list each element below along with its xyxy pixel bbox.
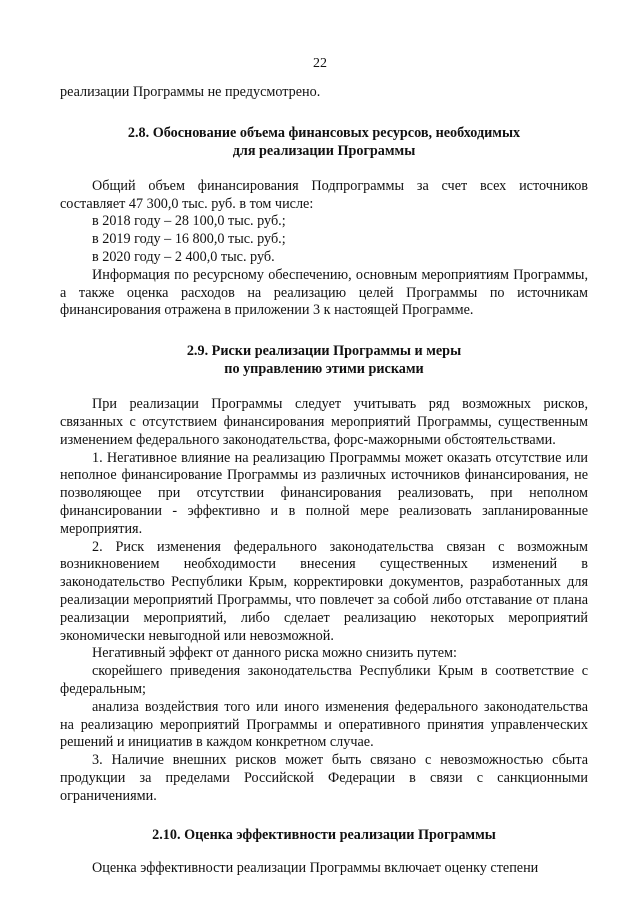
section-2-10-paragraph-1: Оценка эффективности реализации Программы включает оценку степени bbox=[92, 859, 539, 876]
section-2-10 bbox=[60, 826, 588, 878]
funding-item-2020: в 2020 году – 2 400,0 тыс. руб. bbox=[92, 248, 275, 265]
section-2-9-paragraph-3: 2. Риск изменения федерального законодательства связан с возможным возникновением необходимости внесения существенных изменений в законодательство Республики Крым, корректировки документов, разработанных для реализации мероприятий Программы, что повлечет за собой либо отставание от плана реализации мероприятий, либо сделает реализацию некоторых мероприятий экономически невыгодной или невозможной. bbox=[60, 538, 588, 644]
section-2-10-heading: 2.10. Оценка эффективности реализации Программы bbox=[152, 826, 496, 843]
section-2-8-paragraph-1: Общий объем финансирования Подпрограммы за счет всех источников составляет 47 300,0 тыс. руб. в том числе: bbox=[60, 177, 588, 212]
funding-item-2019: в 2019 году – 16 800,0 тыс. руб.; bbox=[92, 231, 286, 248]
section-2-8-paragraph-2: Информация по ресурсному обеспечению, основным мероприятиям Программы, а также оценка расходов на реализацию целей Программы по источникам финансирования отражена в приложении 3 к настоящей Программе. bbox=[60, 266, 588, 319]
section-2-9-heading bbox=[60, 342, 588, 378]
section-2-9-paragraph-4: Негативный эффект от данного риска можно снизить путем: bbox=[92, 645, 457, 662]
section-2-9 bbox=[60, 342, 588, 805]
section-2-8 bbox=[60, 124, 588, 320]
section-2-8-heading-line1: 2.8. Обоснование объема финансовых ресурсов, необходимых bbox=[127, 124, 521, 141]
section-2-9-heading-line2: по управлению этими рисками bbox=[224, 361, 424, 378]
section-2-9-paragraph-1: При реализации Программы следует учитывать ряд возможных рисков, связанных с отсутствием финансирования мероприятий Программы, существенным изменением федерального законодательства, форс-мажорными обстоятельствами. bbox=[60, 396, 588, 448]
section-2-8-heading bbox=[60, 124, 588, 160]
page-number: 22 bbox=[313, 56, 327, 71]
section-2-9-paragraph-2: 1. Негативное влияние на реализацию Программы может оказать отсутствие или неполное финансирование Программы из различных источников финансирования, не позволяющее при отсутствии финансирования реализовать, при неполном финансировании - эффективно и в полной мере реализовать запланированные мероприятия. bbox=[60, 449, 588, 537]
section-2-9-paragraph-5: скорейшего приведения законодательства Республики Крым в соответствие с федеральным; bbox=[60, 663, 588, 697]
section-2-9-heading-line1: 2.9. Риски реализации Программы и меры bbox=[186, 343, 462, 360]
document-body bbox=[60, 84, 588, 877]
intro-line: реализации Программы не предусмотрено. bbox=[60, 84, 321, 100]
section-2-9-paragraph-7: 3. Наличие внешних рисков может быть связано с невозможностью сбыта продукции за пределами Российской Федерации в связи с санкционными ограничениями. bbox=[60, 752, 588, 804]
section-2-9-paragraph-6: анализа воздействия того или иного изменения федерального законодательства на реализацию мероприятий Программы и оперативного принятия управленческих решений и инициатив в каждом конкретном случае. bbox=[60, 698, 588, 751]
section-2-8-heading-line2: для реализации Программы bbox=[232, 142, 416, 159]
funding-item-2018: в 2018 году – 28 100,0 тыс. руб.; bbox=[92, 213, 286, 230]
